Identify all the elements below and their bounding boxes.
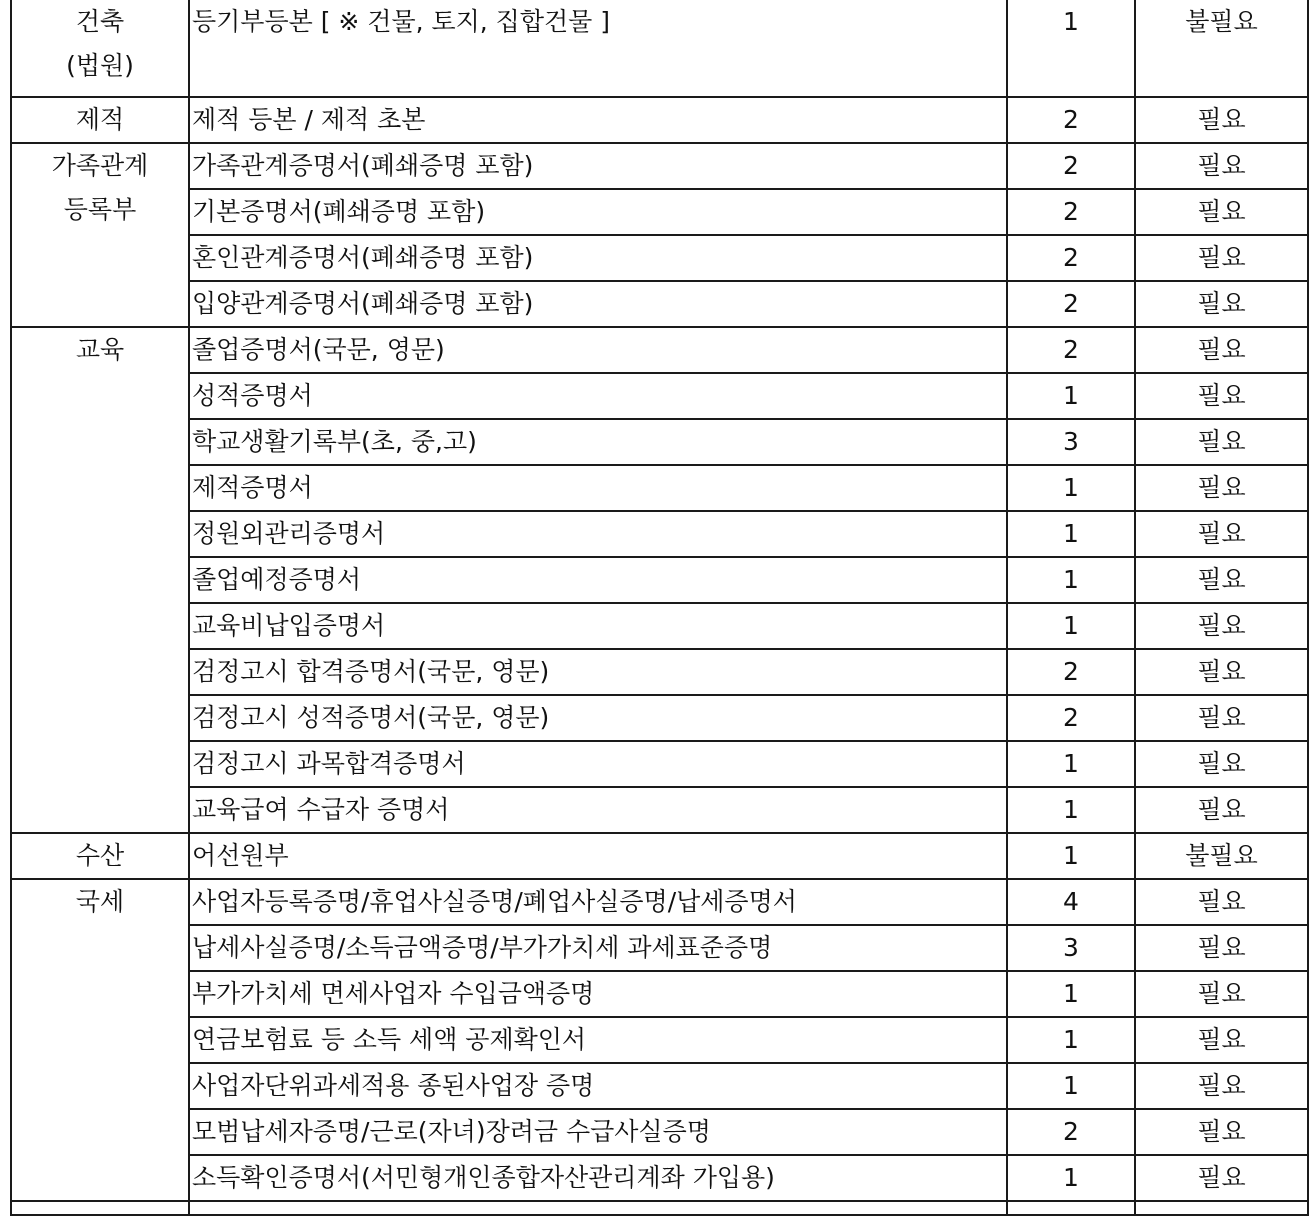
document-name-cell: 제적 등본 / 제적 초본 xyxy=(189,97,1007,143)
table-row xyxy=(11,787,1308,833)
document-name-cell: 학교생활기록부(초, 중,고) xyxy=(189,419,1007,465)
copy-count-cell: 2 xyxy=(1007,189,1135,235)
required-status-cell: 필요 xyxy=(1135,603,1308,649)
required-status-cell: 필요 xyxy=(1135,879,1308,925)
copy-count-cell: 1 xyxy=(1007,557,1135,603)
category-cell xyxy=(11,879,189,1201)
document-name-cell: 납세사실증명/소득금액증명/부가가치세 과세표준증명 xyxy=(189,925,1007,971)
required-status-cell: 필요 xyxy=(1135,971,1308,1017)
document-name-cell: 사업자등록증명/휴업사실증명/폐업사실증명/납세증명서 xyxy=(189,879,1007,925)
required-status-cell: 필요 xyxy=(1135,787,1308,833)
required-status-cell: 필요 xyxy=(1135,281,1308,327)
document-name-cell: 입양관계증명서(폐쇄증명 포함) xyxy=(189,281,1007,327)
copy-count-cell: 2 xyxy=(1007,327,1135,373)
copy-count-cell: 1 xyxy=(1007,971,1135,1017)
table-row xyxy=(11,1109,1308,1155)
category-label: 등록부 xyxy=(63,195,137,224)
category-cell xyxy=(11,0,189,97)
copy-count-cell: 2 xyxy=(1007,97,1135,143)
document-name-cell: 소득확인증명서(서민형개인종합자산관리계좌 가입용) xyxy=(189,1155,1007,1201)
category-cell xyxy=(11,833,189,879)
document-name-cell: 사업자단위과세적용 종된사업장 증명 xyxy=(189,1063,1007,1109)
required-status-cell: 필요 xyxy=(1135,189,1308,235)
copy-count-cell: 1 xyxy=(1007,1017,1135,1063)
required-status-cell: 필요 xyxy=(1135,465,1308,511)
document-name-cell: 모범납세자증명/근로(자녀)장려금 수급사실증명 xyxy=(189,1109,1007,1155)
table-row xyxy=(11,511,1308,557)
table-row xyxy=(11,143,1308,189)
required-status-cell: 필요 xyxy=(1135,97,1308,143)
copy-count-cell: 1 xyxy=(1007,833,1135,879)
copy-count-cell: 2 xyxy=(1007,235,1135,281)
table-row xyxy=(11,327,1308,373)
required-status-cell: 불필요 xyxy=(1135,833,1308,879)
document-name-cell: 졸업예정증명서 xyxy=(189,557,1007,603)
copy-count-cell: 2 xyxy=(1007,649,1135,695)
category-label: 제적 xyxy=(75,105,125,134)
copy-count-cell: 1 xyxy=(1007,741,1135,787)
required-status-cell: 필요 xyxy=(1135,327,1308,373)
partial-row xyxy=(11,1201,1308,1215)
table-row xyxy=(11,971,1308,1017)
document-name-cell: 등기부등본 [ ※ 건물, 토지, 집합건물 ] xyxy=(189,0,1007,97)
required-status-cell: 필요 xyxy=(1135,695,1308,741)
table-row xyxy=(11,281,1308,327)
document-name-cell: 제적증명서 xyxy=(189,465,1007,511)
copy-count-cell: 1 xyxy=(1007,603,1135,649)
table-body xyxy=(11,0,1308,1215)
copy-count-cell: 3 xyxy=(1007,419,1135,465)
document-name-cell: 성적증명서 xyxy=(189,373,1007,419)
document-name-cell: 검정고시 합격증명서(국문, 영문) xyxy=(189,649,1007,695)
required-status-cell: 필요 xyxy=(1135,557,1308,603)
required-status-cell: 필요 xyxy=(1135,741,1308,787)
category-label: 국세 xyxy=(75,887,125,916)
required-status-cell: 필요 xyxy=(1135,235,1308,281)
document-name-cell: 혼인관계증명서(폐쇄증명 포함) xyxy=(189,235,1007,281)
table-row xyxy=(11,97,1308,143)
document-name-cell: 가족관계증명서(폐쇄증명 포함) xyxy=(189,143,1007,189)
required-status-cell: 필요 xyxy=(1135,419,1308,465)
category-label: 가족관계 xyxy=(51,151,149,180)
copy-count-cell: 2 xyxy=(1007,143,1135,189)
required-status-cell: 필요 xyxy=(1135,1155,1308,1201)
copy-count-cell: 4 xyxy=(1007,879,1135,925)
copy-count-cell: 2 xyxy=(1007,1109,1135,1155)
partial-cell xyxy=(189,1201,1007,1215)
table-row xyxy=(11,465,1308,511)
required-status-cell: 필요 xyxy=(1135,1017,1308,1063)
document-name-cell: 교육비납입증명서 xyxy=(189,603,1007,649)
category-label: (법원) xyxy=(66,51,134,80)
table-row xyxy=(11,235,1308,281)
required-status-cell: 필요 xyxy=(1135,1109,1308,1155)
table-row xyxy=(11,603,1308,649)
required-status-cell: 필요 xyxy=(1135,373,1308,419)
table-row xyxy=(11,741,1308,787)
document-name-cell: 연금보험료 등 소득 세액 공제확인서 xyxy=(189,1017,1007,1063)
required-status-cell: 필요 xyxy=(1135,649,1308,695)
category-cell xyxy=(11,327,189,833)
table-row xyxy=(11,925,1308,971)
category-cell xyxy=(11,143,189,327)
partial-cell xyxy=(1135,1201,1308,1215)
table-row xyxy=(11,373,1308,419)
category-label: 건축 xyxy=(75,7,125,36)
document-table xyxy=(10,0,1309,1216)
table-row xyxy=(11,649,1308,695)
copy-count-cell: 1 xyxy=(1007,787,1135,833)
required-status-cell: 필요 xyxy=(1135,511,1308,557)
table-row xyxy=(11,0,1308,97)
copy-count-cell: 1 xyxy=(1007,1063,1135,1109)
category-label: 수산 xyxy=(75,841,125,870)
document-name-cell: 어선원부 xyxy=(189,833,1007,879)
document-name-cell: 정원외관리증명서 xyxy=(189,511,1007,557)
copy-count-cell: 3 xyxy=(1007,925,1135,971)
document-name-cell: 졸업증명서(국문, 영문) xyxy=(189,327,1007,373)
copy-count-cell: 2 xyxy=(1007,695,1135,741)
table-row xyxy=(11,833,1308,879)
table-row xyxy=(11,557,1308,603)
required-status-cell: 필요 xyxy=(1135,925,1308,971)
document-name-cell: 검정고시 성적증명서(국문, 영문) xyxy=(189,695,1007,741)
copy-count-cell: 1 xyxy=(1007,373,1135,419)
copy-count-cell: 1 xyxy=(1007,465,1135,511)
copy-count-cell: 1 xyxy=(1007,0,1135,97)
document-name-cell: 교육급여 수급자 증명서 xyxy=(189,787,1007,833)
table-row xyxy=(11,1155,1308,1201)
table-row xyxy=(11,1063,1308,1109)
copy-count-cell: 1 xyxy=(1007,1155,1135,1201)
document-name-cell: 검정고시 과목합격증명서 xyxy=(189,741,1007,787)
table-row xyxy=(11,1017,1308,1063)
copy-count-cell: 2 xyxy=(1007,281,1135,327)
partial-cell xyxy=(11,1201,189,1215)
category-cell xyxy=(11,97,189,143)
category-label: 교육 xyxy=(75,335,125,364)
required-status-cell: 불필요 xyxy=(1135,0,1308,97)
required-status-cell: 필요 xyxy=(1135,1063,1308,1109)
table-row xyxy=(11,879,1308,925)
document-name-cell: 기본증명서(폐쇄증명 포함) xyxy=(189,189,1007,235)
document-name-cell: 부가가치세 면세사업자 수입금액증명 xyxy=(189,971,1007,1017)
copy-count-cell: 1 xyxy=(1007,511,1135,557)
partial-cell xyxy=(1007,1201,1135,1215)
table-row xyxy=(11,695,1308,741)
table-row xyxy=(11,189,1308,235)
required-status-cell: 필요 xyxy=(1135,143,1308,189)
table-row xyxy=(11,419,1308,465)
